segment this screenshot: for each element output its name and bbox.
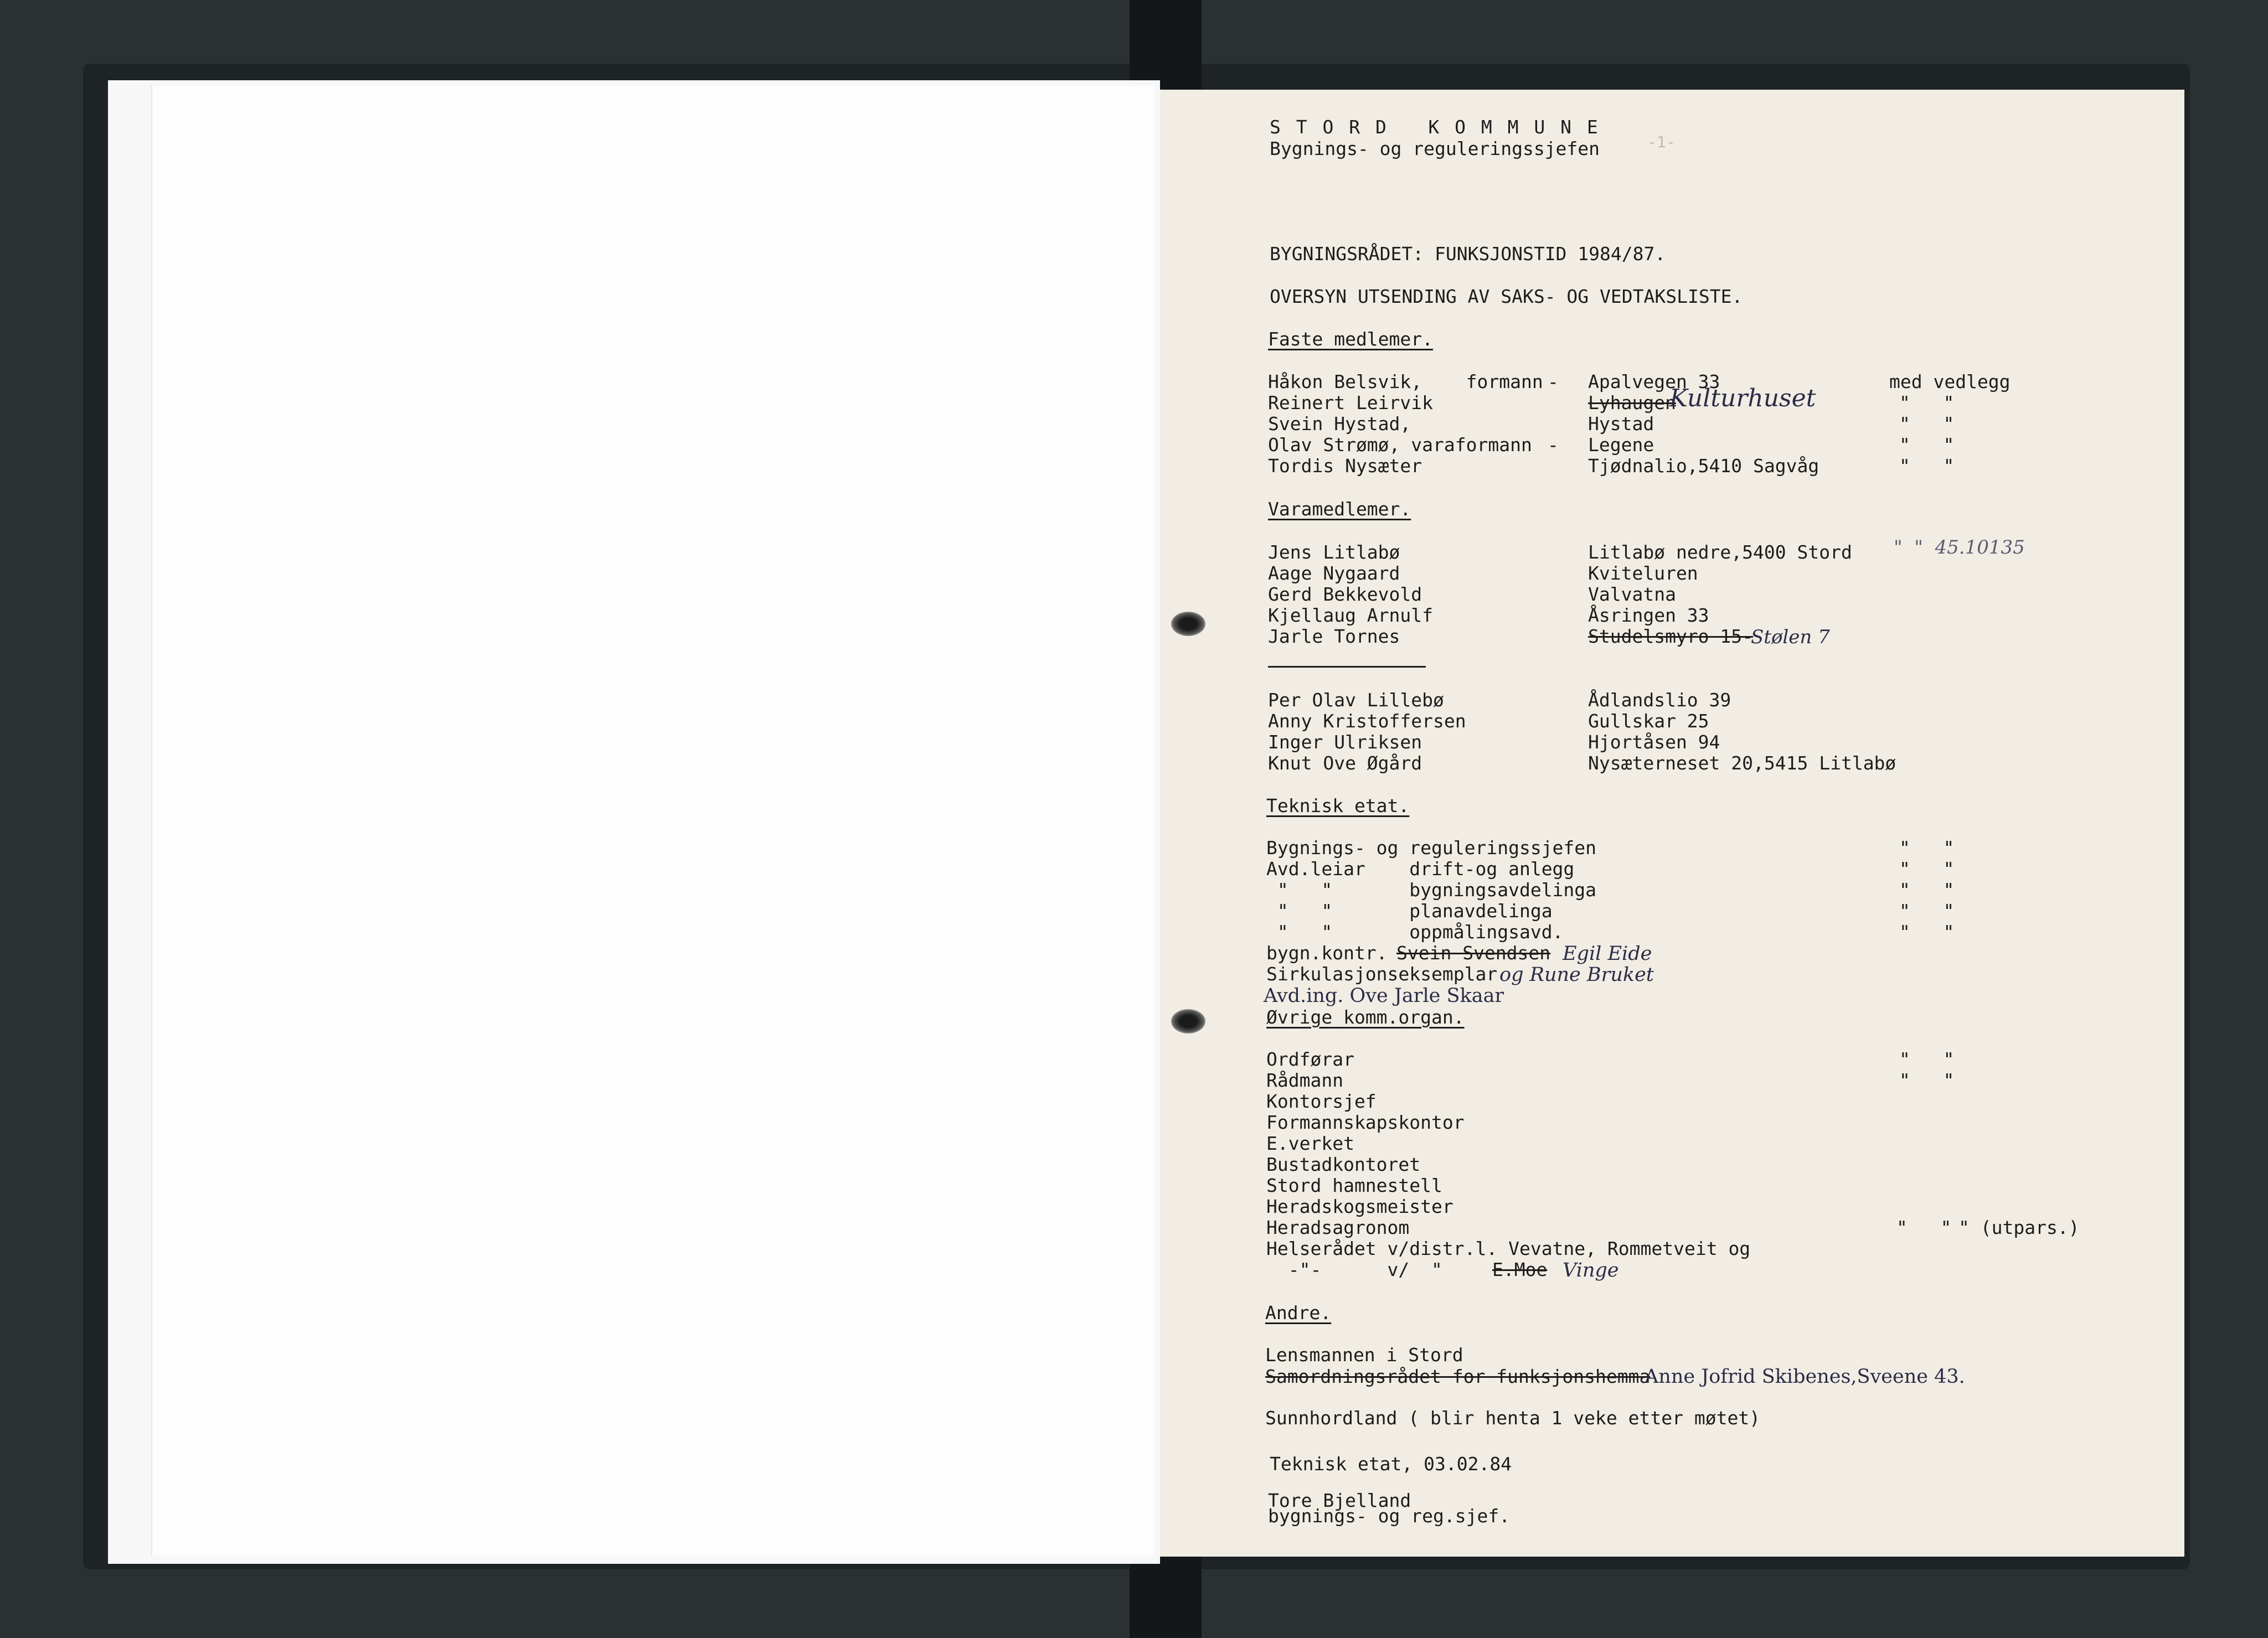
heading-faste: Faste medlemer. bbox=[1268, 328, 1434, 350]
document-page bbox=[1160, 90, 2184, 1557]
recipient-line: Heradsagronom bbox=[1266, 1217, 1410, 1238]
member-name: Reinert Leirvik bbox=[1268, 392, 1434, 414]
recipient-line: Kontorsjef bbox=[1266, 1091, 1377, 1112]
recipient-line: " " oppmålingsavd. bbox=[1266, 921, 1564, 943]
recipient-line: " " bygningsavdelinga bbox=[1266, 879, 1597, 901]
ditto-mark: " " bbox=[1896, 1217, 1952, 1238]
doc-title: BYGNINGSRÅDET: FUNKSJONSTID 1984/87. bbox=[1270, 243, 1666, 265]
member-address: Tjødnalio,5410 Sagvåg bbox=[1588, 455, 1819, 477]
heading-andre: Andre. bbox=[1265, 1302, 1332, 1324]
left-blank-sheet bbox=[152, 86, 1154, 1556]
separator-rule bbox=[1268, 666, 1426, 668]
kontr-handwritten: Egil Eide bbox=[1563, 943, 1652, 965]
recipient-line: Helserådet v/distr.l. Vevatne, Rommetveit og bbox=[1266, 1238, 1751, 1259]
page-marker: -1- bbox=[1647, 133, 1676, 151]
ditto-mark: " " bbox=[1899, 837, 1955, 859]
sirk-line: Sirkulasjonseksemplar bbox=[1266, 963, 1498, 985]
member-name: Jens Litlabø bbox=[1268, 541, 1400, 563]
recipient-line: Lensmannen i Stord bbox=[1265, 1344, 1463, 1366]
heading-ovrige: Øvrige komm.organ. bbox=[1266, 1006, 1465, 1028]
member-address-struck: Studelsmyro 15- bbox=[1588, 626, 1754, 647]
recipient-line: Ordførar bbox=[1266, 1048, 1354, 1070]
ditto-mark: " " bbox=[1899, 900, 1955, 922]
member-address: Apalvegen 33 bbox=[1588, 371, 1720, 392]
helse2-struck: E.Moe bbox=[1492, 1259, 1548, 1280]
member-address: Hystad bbox=[1588, 413, 1654, 435]
recipient-line: " " planavdelinga bbox=[1266, 900, 1553, 922]
member-name: Jarle Tornes bbox=[1268, 626, 1400, 647]
dash: - bbox=[1548, 434, 1559, 456]
member-address: Hjortåsen 94 bbox=[1588, 731, 1720, 753]
ditto-mark: " " bbox=[1899, 455, 1955, 477]
member-address: Kviteluren bbox=[1588, 562, 1698, 584]
member-name: Aage Nygaard bbox=[1268, 562, 1400, 584]
kontr-label: bygn.kontr. bbox=[1266, 942, 1388, 964]
recipient-line: Formannskapskontor bbox=[1266, 1112, 1465, 1133]
helse2-handwritten: Vinge bbox=[1563, 1259, 1619, 1282]
heading-teknisk: Teknisk etat. bbox=[1266, 795, 1410, 817]
ditto-mark: " " bbox=[1899, 921, 1955, 943]
recipient-line: Bustadkontoret bbox=[1266, 1154, 1421, 1175]
heading-vara: Varamedlemer. bbox=[1268, 498, 1411, 520]
footer-date: Teknisk etat, 03.02.84 bbox=[1270, 1453, 1512, 1475]
member-name: Gerd Bekkevold bbox=[1268, 583, 1422, 605]
ditto-mark: " " bbox=[1899, 392, 1955, 414]
ditto-mark: " " bbox=[1899, 413, 1955, 435]
member-note: med vedlegg bbox=[1889, 371, 2011, 392]
signer-name: Tore Bjelland bbox=[1268, 1490, 1411, 1511]
member-address: Legene bbox=[1588, 434, 1654, 456]
signer-role: bygnings- og reg.sjef. bbox=[1268, 1505, 1511, 1527]
handwritten-phone: " " 45.10135 bbox=[1894, 536, 2025, 559]
member-name: Olav Strømø, varaformann bbox=[1268, 434, 1532, 456]
kontr-struck: Svein Svendsen bbox=[1396, 942, 1551, 964]
handwritten-address: Kulturhuset bbox=[1669, 384, 1816, 412]
ditto-mark: " " bbox=[1899, 858, 1955, 880]
member-address: Ådlandslio 39 bbox=[1588, 689, 1731, 711]
dept-name: Bygnings- og reguleringssjefen bbox=[1270, 138, 1600, 159]
recipient-line: Heradskogsmeister bbox=[1266, 1196, 1453, 1217]
samord-handwritten: Anne Jofrid Skibenes,Sveene 43. bbox=[1645, 1366, 1965, 1388]
recipient-line: Rådmann bbox=[1266, 1069, 1344, 1091]
member-name: Knut Ove Øgård bbox=[1268, 752, 1422, 774]
handwritten-address: Stølen 7 bbox=[1751, 626, 1830, 648]
recipient-line: Stord hamnestell bbox=[1266, 1175, 1442, 1196]
member-name: Anny Kristoffersen bbox=[1268, 710, 1466, 732]
member-address: Litlabø nedre,5400 Stord bbox=[1588, 541, 1852, 563]
ditto-mark: " " bbox=[1899, 1048, 1955, 1070]
ditto-mark: " " bbox=[1899, 434, 1955, 456]
samord-struck: Samordningsrådet for funksjonshemma bbox=[1265, 1366, 1651, 1387]
punch-hole-top bbox=[1171, 612, 1205, 636]
member-name: Håkon Belsvik, formann bbox=[1268, 371, 1543, 392]
member-name: Svein Hystad, bbox=[1268, 413, 1411, 435]
recipient-line: E.verket bbox=[1266, 1133, 1354, 1154]
member-address-struck: Lyhaugen bbox=[1588, 392, 1676, 414]
avding-handwritten: Avd.ing. Ove Jarle Skaar bbox=[1264, 985, 1504, 1007]
helse2-prefix: -"- v/ " bbox=[1266, 1259, 1442, 1280]
member-address: Gullskar 25 bbox=[1588, 710, 1709, 732]
org-name: S T O R D K O M M U N E bbox=[1270, 116, 1600, 138]
ditto-mark: " " bbox=[1899, 1069, 1955, 1091]
utpars-note: " (utpars.) bbox=[1958, 1217, 2080, 1238]
doc-subtitle: OVERSYN UTSENDING AV SAKS- OG VEDTAKSLISTE. bbox=[1270, 286, 1743, 307]
member-address: Valvatna bbox=[1588, 583, 1676, 605]
sirk-handwritten: og Rune Bruket bbox=[1499, 964, 1654, 986]
member-address: Nysæterneset 20,5415 Litlabø bbox=[1588, 752, 1896, 774]
member-name: Tordis Nysæter bbox=[1268, 455, 1422, 477]
punch-hole-bottom bbox=[1171, 1009, 1205, 1034]
member-name: Kjellaug Arnulf bbox=[1268, 604, 1434, 626]
recipient-line: Sunnhordland ( blir henta 1 veke etter møtet) bbox=[1265, 1407, 1761, 1429]
recipient-line: Avd.leiar drift-og anlegg bbox=[1266, 858, 1575, 880]
member-name: Per Olav Lillebø bbox=[1268, 689, 1444, 711]
dash: - bbox=[1548, 371, 1559, 392]
ditto-mark: " " bbox=[1899, 879, 1955, 901]
member-address: Åsringen 33 bbox=[1588, 604, 1709, 626]
recipient-line: Bygnings- og reguleringssjefen bbox=[1266, 837, 1597, 859]
member-name: Inger Ulriksen bbox=[1268, 731, 1422, 753]
